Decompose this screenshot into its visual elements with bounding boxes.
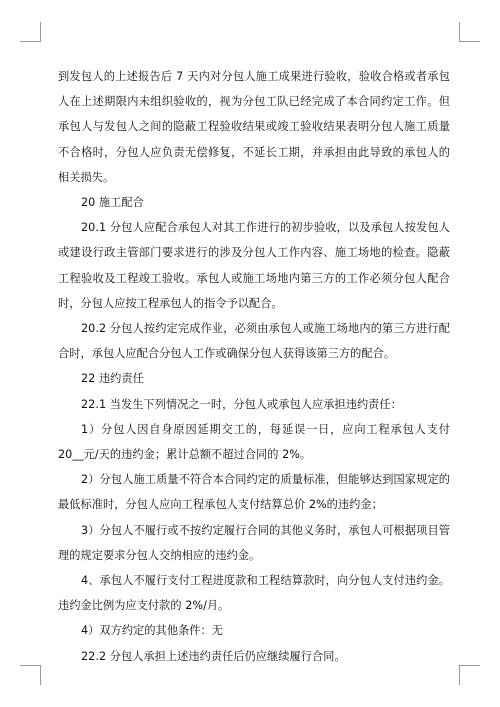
clause-22-1-item-other: 4）双方约定的其他条件：无	[81, 624, 224, 638]
crop-mark-bottom-right-horizontal	[459, 665, 480, 666]
clause-20-2: 20.2 分包人按约定完成作业，必须由承包人或施工场地内的第三方进行配合时，承包人应配合分包人工作或确保分包人获得该第三方的配合。	[58, 322, 450, 361]
crop-mark-bottom-left-horizontal	[20, 665, 41, 666]
crop-mark-top-left-horizontal	[20, 41, 41, 42]
crop-mark-bottom-left-vertical	[40, 665, 41, 685]
crop-mark-top-right-vertical	[459, 22, 460, 42]
paragraph-acceptance-continuation: 到发包人的上述报告后 7 天内对分包人施工成果进行验收，验收合格或者承包人在上述期限内未组织验收的，视为分包工队已经完成了本合同约定工作。但承包人与发包人之间的隐蔽工程验收结果或竣工验收结果表明分包人施工质量不合格时，分包人应负责无偿修复，不延长工期，并承担由此导致的承包人的相关损失。	[58, 70, 450, 184]
clause-20-1: 20.1 分包人应配合承包人对其工作进行的初步验收，以及承包人按发包人或建设行政主管部门要求进行的涉及分包人工作内容、施工场地的检查。隐蔽工程验收及工程竣工验收。承包人或施工场地内第三方的工作必须分包人配合时，分包人应按工程承包人的指令予以配合。	[58, 221, 450, 310]
crop-mark-top-left-vertical	[40, 22, 41, 42]
clause-22-1-item-1: 1）分包人因自身原因延期交工的，每延误一日，应向工程承包人支付 20__元/天的违约金；累计总额不超过合同的 2%。	[58, 422, 450, 462]
crop-mark-bottom-right-vertical	[459, 665, 460, 685]
clause-22-2: 22.2 分包人承担上述违约责任后仍应继续履行合同。	[81, 649, 346, 663]
clause-22-1-item-3: 3）分包人不履行或不按约定履行合同的其他义务时，承包人可根据项目管理的规定要求分包人交纳相应的违约金。	[58, 523, 450, 562]
section-heading-22: 22 违约责任	[81, 372, 144, 386]
clause-22-1: 22.1 当发生下列情况之一时，分包人或承包人应承担违约责任：	[81, 397, 402, 411]
crop-mark-top-right-horizontal	[459, 41, 480, 42]
clause-22-1-item-2: 2）分包人施工质量不符合本合同约定的质量标准，但能够达到国家规定的最低标准时，分包人应向工程承包人支付结算总价 2%的违约金；	[58, 473, 450, 512]
document-body	[58, 64, 450, 669]
section-heading-20: 20 施工配合	[81, 196, 144, 210]
clause-22-1-item-4-contractor: 4、承包人不履行支付工程进度款和工程结算款时，向分包人支付违约金。违约金比例为应支付款的 2%/月。	[58, 574, 450, 613]
